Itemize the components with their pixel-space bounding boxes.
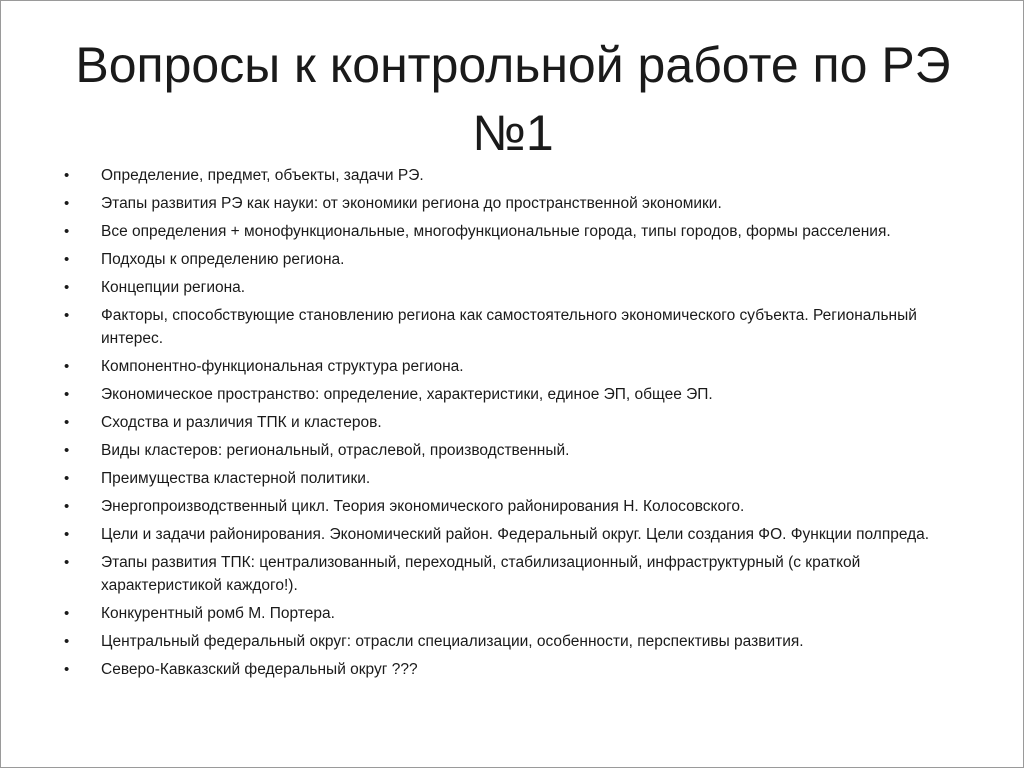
- list-item-text: Подходы к определению региона.: [101, 251, 345, 268]
- list-item-text: Сходства и различия ТПК и кластеров.: [101, 414, 382, 431]
- bullet-icon: •: [64, 414, 70, 431]
- bullet-icon: •: [64, 498, 70, 515]
- list-item: [61, 248, 941, 271]
- list-item-text: Концепции региона.: [101, 279, 246, 296]
- questions-list: [61, 164, 941, 686]
- list-item-text: Преимущества кластерной политики.: [101, 470, 371, 487]
- bullet-icon: •: [64, 554, 70, 571]
- bullet-icon: •: [64, 526, 70, 543]
- list-item-text: Все определения + монофункциональные, многофункциональные города, типы городов, формы расселения.: [101, 223, 891, 240]
- list-item-text: Конкурентный ромб М. Портера.: [101, 605, 335, 622]
- bullet-icon: •: [64, 195, 70, 212]
- list-item-text: Этапы развития ТПК: централизованный, переходный, стабилизационный, инфраструктурный (с краткой характеристикой каждого!).: [101, 554, 861, 594]
- list-item: [61, 276, 941, 299]
- list-item-text: Виды кластеров: региональный, отраслевой, производственный.: [101, 442, 570, 459]
- list-item: [61, 467, 941, 490]
- list-item-text: Факторы, способствующие становлению региона как самостоятельного экономического субъекта. Региональный интерес.: [101, 307, 917, 347]
- list-item-text: Цели и задачи районирования. Экономический район. Федеральный округ. Цели создания ФО. Функции полпреда.: [101, 526, 930, 543]
- list-item: [61, 495, 941, 518]
- list-item: [61, 383, 941, 406]
- list-item-text: Этапы развития РЭ как науки: от экономики региона до пространственной экономики.: [101, 195, 722, 212]
- slide-title: Вопросы к контрольной работе по РЭ №1: [75, 37, 951, 161]
- list-item: [61, 630, 941, 653]
- list-item: [61, 304, 941, 350]
- list-item: [61, 192, 941, 215]
- bullet-icon: •: [64, 358, 70, 375]
- list-item-text: Определение, предмет, объекты, задачи РЭ.: [101, 167, 424, 184]
- bullet-icon: •: [64, 661, 70, 678]
- bullet-icon: •: [64, 633, 70, 650]
- list-item: [61, 602, 941, 625]
- bullet-icon: •: [64, 223, 70, 240]
- bullet-icon: •: [64, 386, 70, 403]
- list-item-text: Компонентно-функциональная структура региона.: [101, 358, 464, 375]
- list-item-text: Экономическое пространство: определение, характеристики, единое ЭП, общее ЭП.: [101, 386, 713, 403]
- list-item: [61, 411, 941, 434]
- bullet-icon: •: [64, 251, 70, 268]
- list-item-text: Северо-Кавказский федеральный округ ???: [101, 661, 418, 678]
- list-item-text: Энергопроизводственный цикл. Теория экономического районирования Н. Колосовского.: [101, 498, 745, 515]
- list-item: [61, 658, 941, 681]
- bullet-icon: •: [64, 605, 70, 622]
- bullet-icon: •: [64, 167, 70, 184]
- list-item: [61, 551, 941, 597]
- list-item: [61, 355, 941, 378]
- list-item-text: Центральный федеральный округ: отрасли специализации, особенности, перспективы развития.: [101, 633, 804, 650]
- list-item: [61, 164, 941, 187]
- bullet-icon: •: [64, 307, 70, 324]
- bullet-icon: •: [64, 470, 70, 487]
- bullet-icon: •: [64, 279, 70, 296]
- bullet-icon: •: [64, 442, 70, 459]
- list-item: [61, 220, 941, 243]
- list-item: [61, 439, 941, 462]
- list-item: [61, 523, 941, 546]
